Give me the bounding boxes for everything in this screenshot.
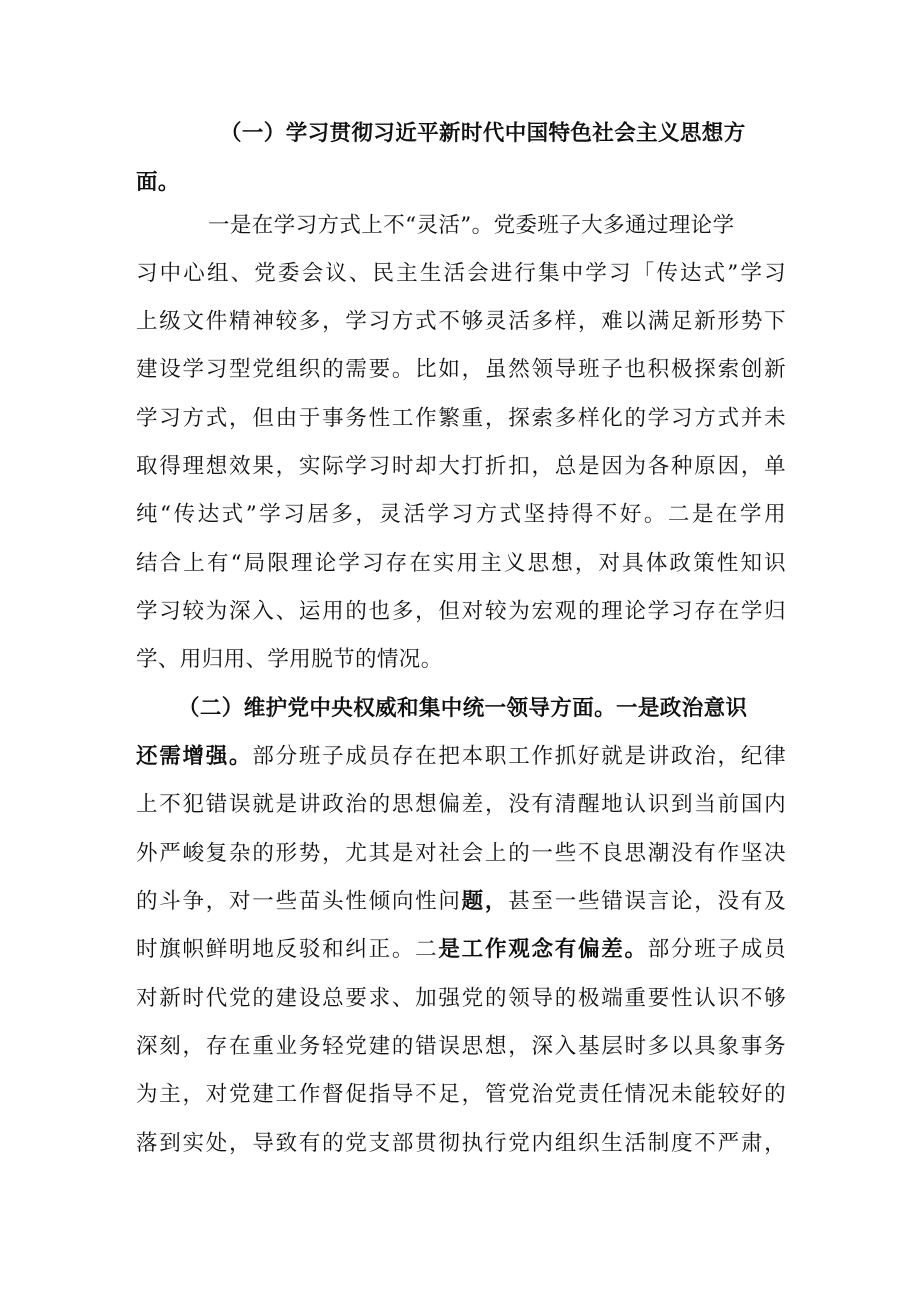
paragraph-line: 学习方式，但由于事务性工作繁重，探索多样化的学习方式并未 bbox=[136, 406, 786, 431]
paragraph-line: 学、用归用、学用脱节的情况。 bbox=[136, 647, 443, 672]
paragraph-line bbox=[136, 930, 786, 970]
section1-heading-line2: 面。 bbox=[136, 170, 180, 195]
section1-heading-line1: （一）学习贯彻习近平新时代中国特色社会主义思想方 bbox=[220, 121, 746, 146]
paragraph-line: 上不犯错误就是讲政治的思想偏差，没有清醒地认识到当前国内 bbox=[136, 792, 786, 817]
paragraph-line: 落到实处，导致有的党支部贯彻执行党内组织生活制度不严肃， bbox=[136, 1131, 786, 1156]
paragraph-line: 取得理想效果，实际学习时却大打折扣，总是因为各种原因，单 bbox=[136, 454, 786, 479]
bold-phrase: 题， bbox=[461, 889, 509, 914]
text-run: 甚至一些错误言论，没有及 bbox=[508, 889, 786, 914]
text-run: 的斗争，对一些苗头性倾向性问 bbox=[136, 889, 462, 914]
text-run: 时旗帜鲜明地反驳和纠正。二 bbox=[136, 937, 439, 962]
bold-phrase: 还需增强。 bbox=[136, 744, 253, 769]
paragraph-line: 学习较为深入、运用的也多，但对较为宏观的理论学习存在学归 bbox=[136, 599, 786, 624]
paragraph-line: 为主，对党建工作督促指导不足，管党治党责任情况未能较好的 bbox=[136, 1082, 786, 1107]
paragraph-line: 外严峻复杂的形势，尤其是对社会上的一些不良思潮没有作坚决 bbox=[136, 841, 786, 866]
paragraph-line bbox=[136, 737, 786, 777]
paragraph-line: 习中心组、党委会议、民主生活会进行集中学习「传达式”学习 bbox=[136, 261, 786, 286]
paragraph-line: 结合上有“局限理论学习存在实用主义思想，对具体政策性知识 bbox=[136, 551, 786, 576]
text-run: 部分班子成员 bbox=[647, 937, 787, 962]
paragraph-line: 纯“传达式”学习居多，灵活学习方式坚持得不好。二是在学用 bbox=[136, 502, 786, 527]
bold-phrase: 是工作观念有偏差。 bbox=[438, 937, 648, 962]
paragraph-line: 深刻，存在重业务轻党建的错误思想，深入基层时多以具象事务 bbox=[136, 1034, 786, 1059]
paragraph-line: 对新时代党的建设总要求、加强党的领导的极端重要性认识不够 bbox=[136, 986, 786, 1011]
paragraph-line bbox=[136, 882, 786, 922]
paragraph-line: 一是在学习方式上不“灵活”。党委班子大多通过理论学 bbox=[208, 213, 735, 238]
paragraph-line: 建设学习型党组织的需要。比如，虽然领导班子也积极探索创新 bbox=[136, 357, 786, 382]
text-run: 部分班子成员存在把本职工作抓好就是讲政治，纪律 bbox=[252, 744, 786, 769]
paragraph-line: 上级文件精神较多，学习方式不够灵活多样，难以满足新形势下 bbox=[136, 309, 786, 334]
section2-heading: （二）维护党中央权威和集中统一领导方面。一是政治意识 bbox=[178, 696, 748, 721]
